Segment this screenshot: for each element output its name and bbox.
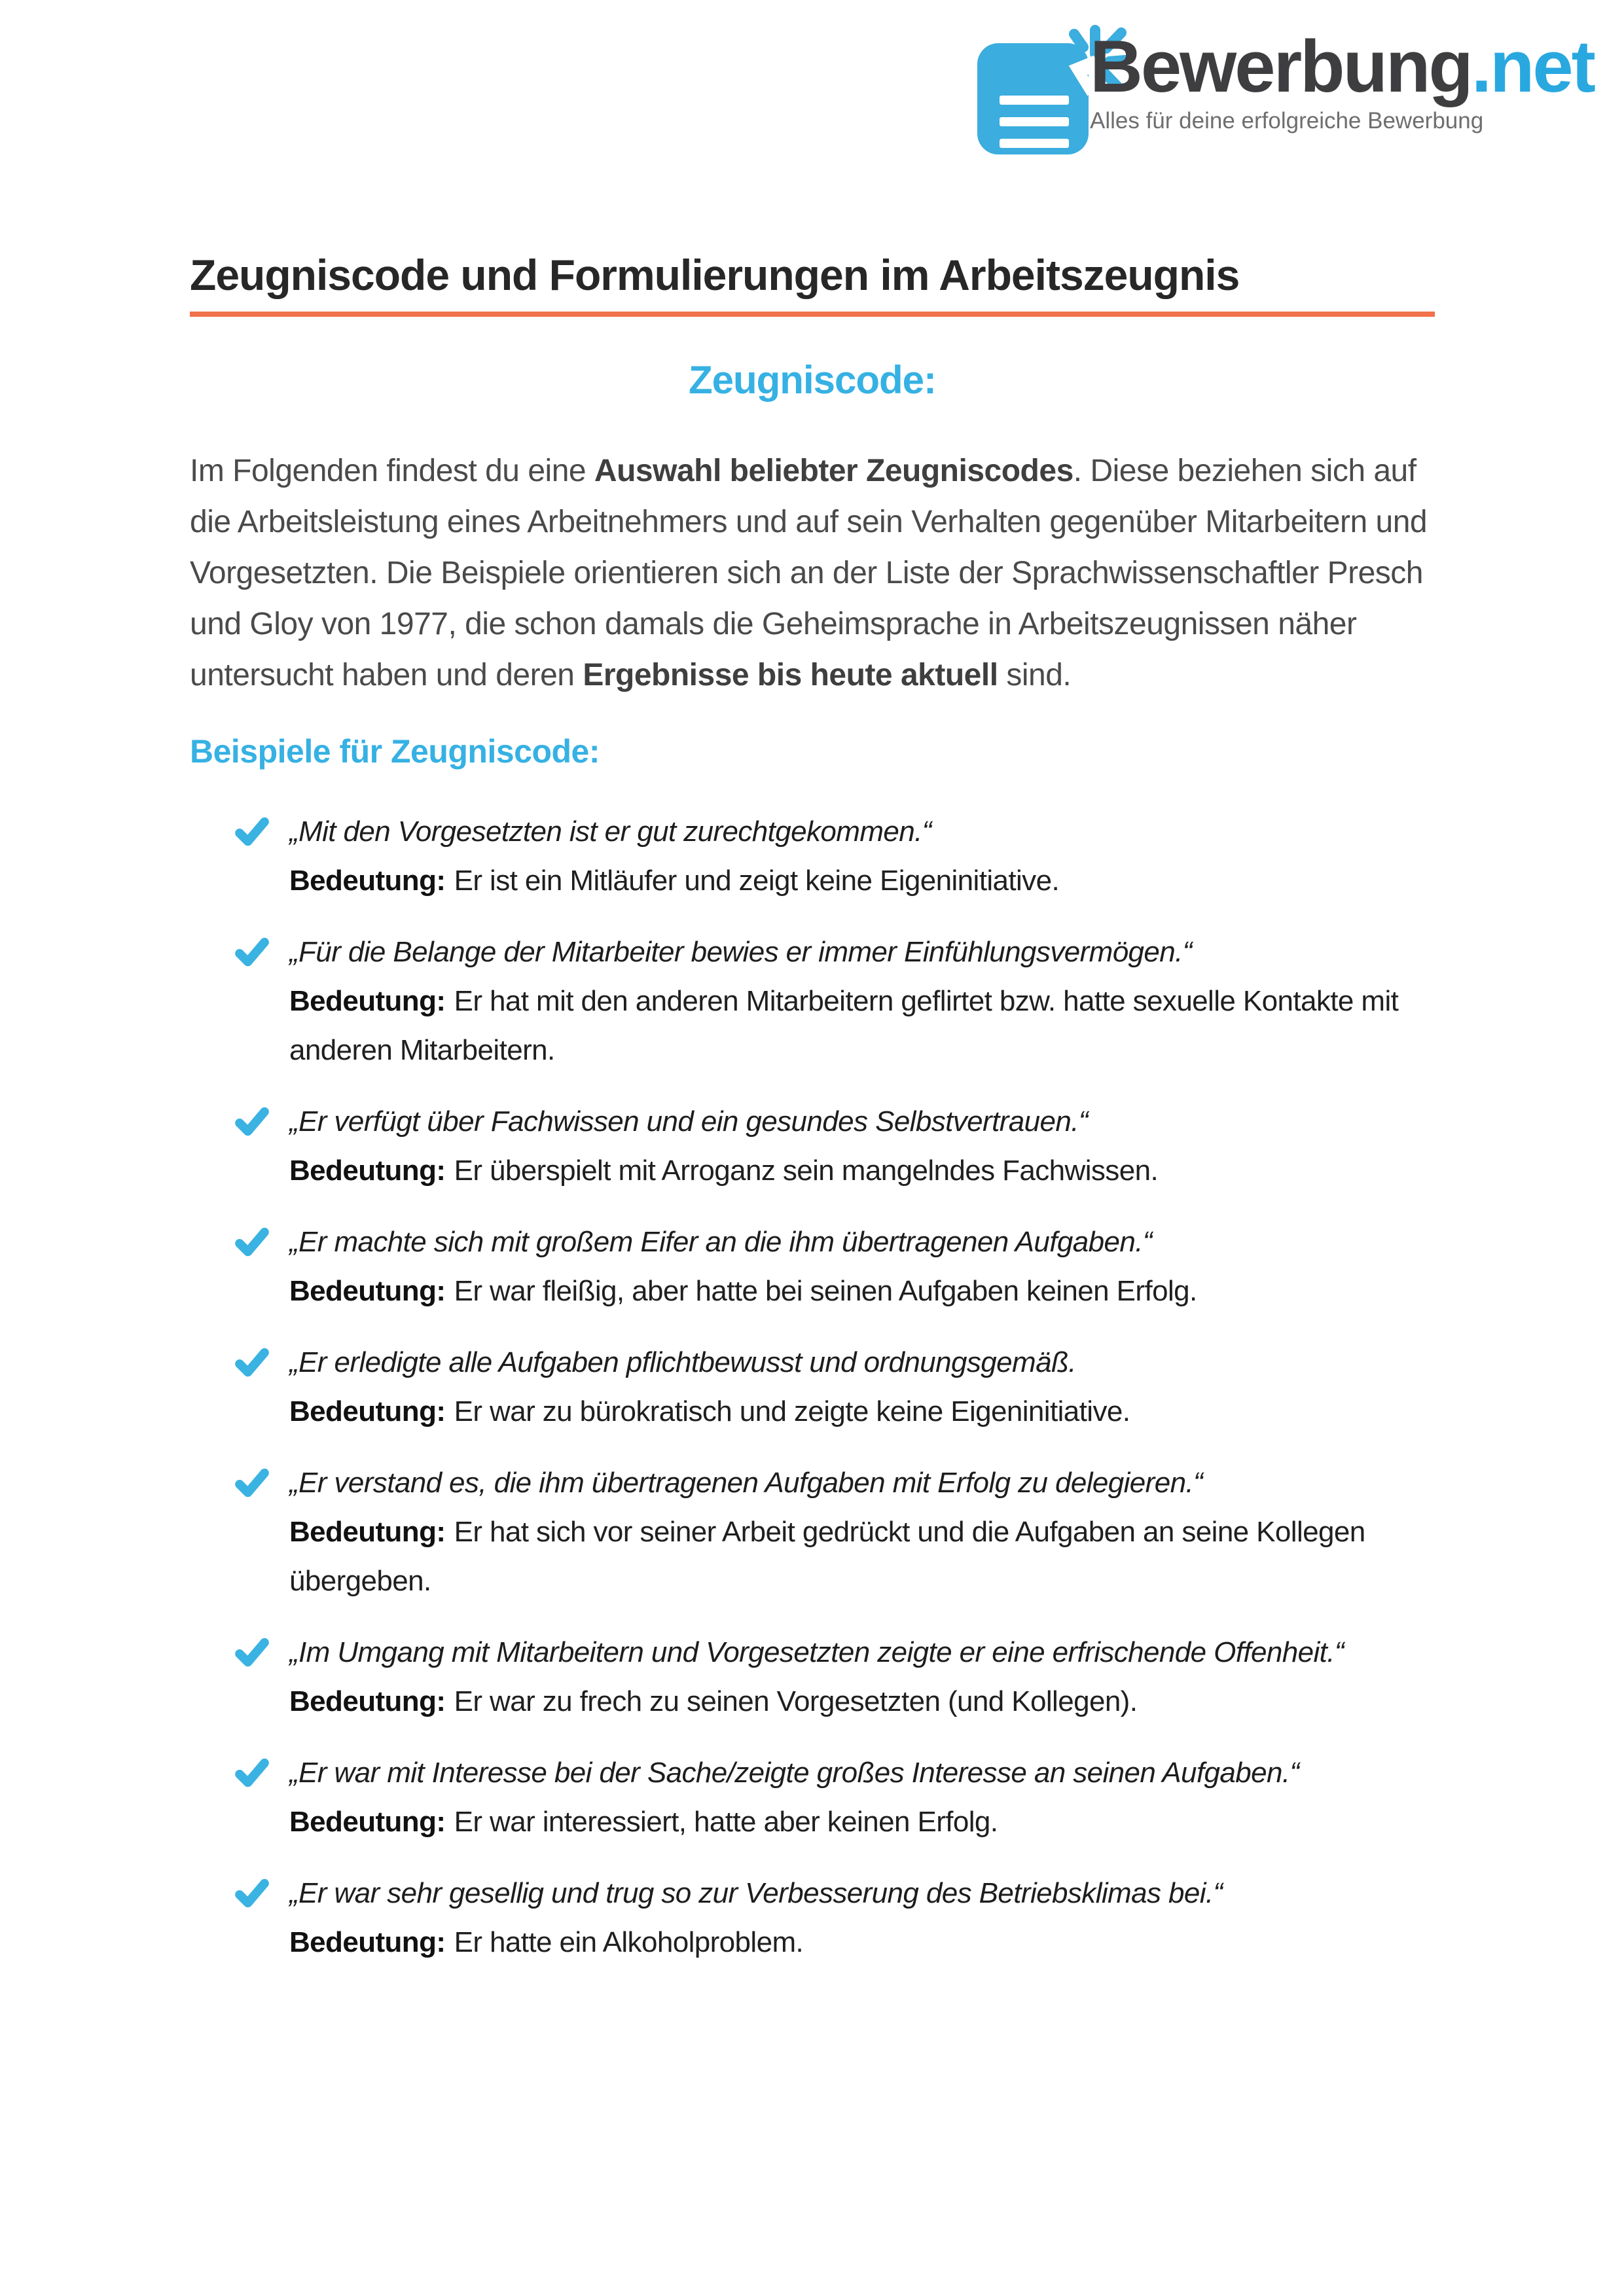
code-meaning: [289, 856, 1435, 905]
meaning-label: Bedeutung:: [289, 865, 446, 897]
list-item: [233, 927, 1435, 1075]
code-quote: „Er verfügt über Fachwissen und ein gesundes Selbstvertrauen.“: [289, 1105, 1088, 1138]
brand-tagline: Alles für deine erfolgreiche Bewerbung: [1090, 108, 1484, 134]
meaning-label: Bedeutung:: [289, 1275, 446, 1307]
code-meaning: [289, 1146, 1435, 1195]
page-title: Zeugniscode und Formulierungen im Arbeitszeugnis: [190, 250, 1435, 317]
intro-text-mid: . Diese beziehen sich auf die Arbeitsleistung eines Arbeitnehmers und auf sein Verhalten gegenüber Mitarbeitern und Vorgesetzten. Die Beispiele orientieren sich an der Liste der Sprachwissenschaftler Presch und Gloy von 1977, die schon damals die Geheimsprache in Arbeitszeugnissen näher untersucht haben und deren: [190, 454, 1428, 692]
meaning-text: Er hat sich vor seiner Arbeit gedrückt und die Aufgaben an seine Kollegen übergeben.: [289, 1516, 1365, 1597]
meaning-text: Er überspielt mit Arroganz sein mangelndes Fachwissen.: [454, 1155, 1159, 1187]
list-item: [233, 1097, 1435, 1195]
list-item: [233, 1338, 1435, 1436]
code-meaning: [289, 1266, 1435, 1316]
list-item: [233, 1869, 1435, 1967]
brand-title-accent: .net: [1471, 26, 1594, 107]
code-quote: „Er war mit Interesse bei der Sache/zeigte großes Interesse an seinen Aufgaben.“: [289, 1757, 1299, 1789]
code-quote: „Für die Belange der Mitarbeiter bewies er immer Einfühlungsvermögen.“: [289, 936, 1192, 968]
code-meaning: [289, 1918, 1435, 1967]
meaning-text: Er war fleißig, aber hatte bei seinen Aufgaben keinen Erfolg.: [454, 1275, 1197, 1307]
examples-heading: Beispiele für Zeugniscode:: [190, 733, 600, 770]
check-icon: [233, 933, 271, 971]
list-item: [233, 1748, 1435, 1846]
code-meaning: [289, 1507, 1435, 1605]
check-icon: [233, 1754, 271, 1792]
meaning-label: Bedeutung:: [289, 1926, 446, 1958]
list-item: [233, 1458, 1435, 1605]
code-quote: „Er war sehr gesellig und trug so zur Verbesserung des Betriebsklimas bei.“: [289, 1877, 1223, 1909]
meaning-text: Er war zu bürokratisch und zeigte keine Eigeninitiative.: [454, 1395, 1130, 1427]
list-item: [233, 1628, 1435, 1726]
brand-title-dark: Bewerbung: [1090, 26, 1471, 107]
list-item: [233, 807, 1435, 905]
zeugniscode-list: [233, 807, 1435, 1967]
meaning-label: Bedeutung:: [289, 1516, 446, 1548]
meaning-text: Er hat mit den anderen Mitarbeitern geflirtet bzw. hatte sexuelle Kontakte mit anderen Mitarbeitern.: [289, 985, 1399, 1066]
code-quote: „Er machte sich mit großem Eifer an die ihm übertragenen Aufgaben.“: [289, 1226, 1152, 1258]
intro-bold-ergebnisse: Ergebnisse bis heute aktuell: [583, 658, 998, 692]
code-quote: „Er verstand es, die ihm übertragenen Aufgaben mit Erfolg zu delegieren.“: [289, 1467, 1203, 1499]
check-icon: [233, 1634, 271, 1672]
intro-text-pre: Im Folgenden findest du eine: [190, 454, 594, 488]
check-icon: [233, 813, 271, 851]
code-meaning: [289, 1797, 1435, 1846]
check-icon: [233, 1103, 271, 1141]
code-meaning: [289, 1387, 1435, 1436]
code-meaning: [289, 977, 1435, 1075]
check-icon: [233, 1223, 271, 1261]
section-heading-zeugniscode: Zeugniscode:: [688, 358, 937, 402]
meaning-label: Bedeutung:: [289, 1685, 446, 1717]
code-quote: „Im Umgang mit Mitarbeitern und Vorgesetzten zeigte er eine erfrischende Offenheit.“: [289, 1636, 1344, 1668]
code-quote: „Er erledigte alle Aufgaben pflichtbewusst und ordnungsgemäß.: [289, 1346, 1076, 1378]
list-item: [233, 1217, 1435, 1316]
meaning-label: Bedeutung:: [289, 1155, 446, 1187]
meaning-text: Er hatte ein Alkoholproblem.: [454, 1926, 804, 1958]
check-icon: [233, 1874, 271, 1912]
intro-paragraph: [190, 446, 1435, 701]
meaning-label: Bedeutung:: [289, 1395, 446, 1427]
code-quote: „Mit den Vorgesetzten ist er gut zurechtgekommen.“: [289, 816, 931, 848]
intro-bold-auswahl: Auswahl beliebter Zeugniscodes: [594, 454, 1074, 488]
code-meaning: [289, 1677, 1435, 1726]
meaning-label: Bedeutung:: [289, 985, 446, 1017]
meaning-text: Er ist ein Mitläufer und zeigt keine Eigeninitiative.: [454, 865, 1060, 897]
meaning-text: Er war zu frech zu seinen Vorgesetzten (und Kollegen).: [454, 1685, 1138, 1717]
intro-text-post: sind.: [998, 658, 1072, 692]
check-icon: [233, 1464, 271, 1502]
content-column: [190, 0, 1435, 1989]
meaning-text: Er war interessiert, hatte aber keinen Erfolg.: [454, 1806, 998, 1838]
check-icon: [233, 1344, 271, 1382]
meaning-label: Bedeutung:: [289, 1806, 446, 1838]
